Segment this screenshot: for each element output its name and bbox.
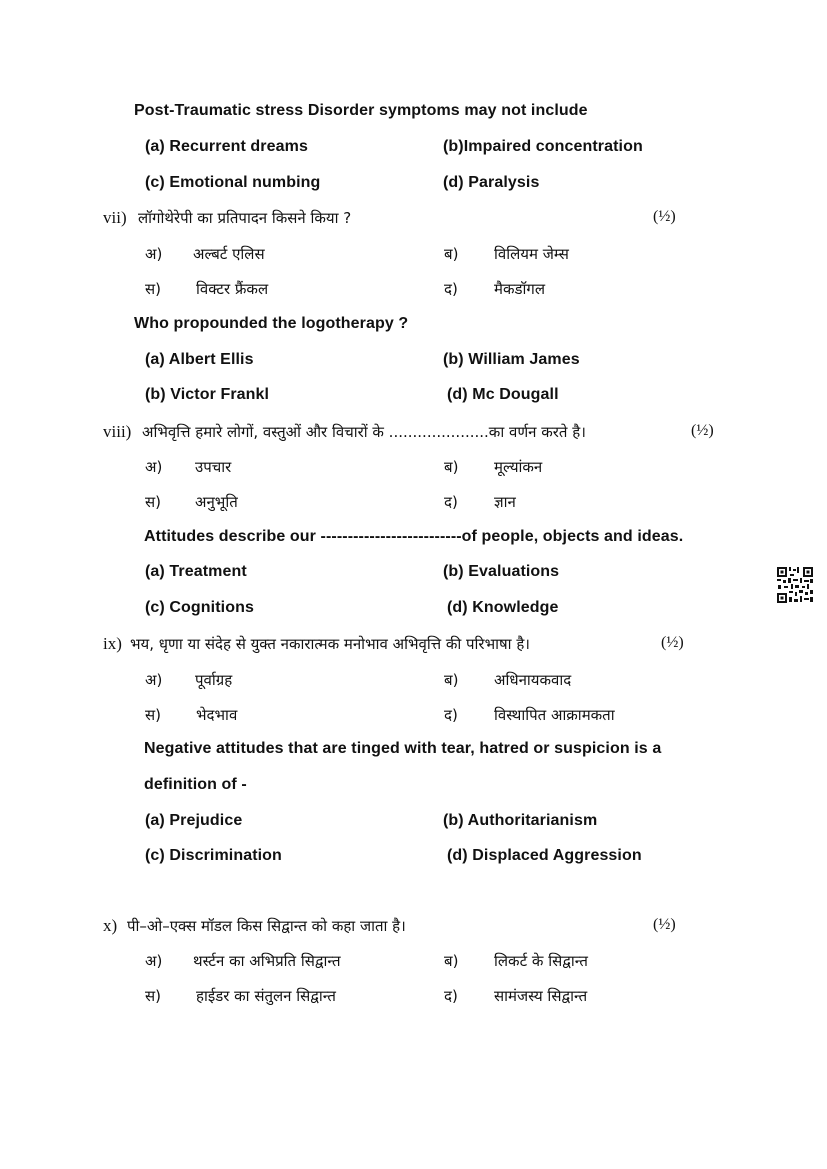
q7-hindi-label-d: द): [444, 280, 458, 298]
q10-hindi-option-c: हाईडर का संतुलन सिद्वान्त: [196, 987, 336, 1005]
q7-hindi-option-a: अल्बर्ट एलिस: [193, 245, 265, 263]
q8-english-question: Attitudes describe our --------------------------of people, objects and ideas.: [144, 528, 684, 545]
q9-hindi-label-c: स): [145, 706, 161, 724]
q7-hindi-option-b: विलियम जेम्स: [494, 245, 569, 263]
q9-number: ix): [103, 634, 122, 653]
q9-hindi-option-b: अधिनायकवाद: [494, 671, 572, 689]
q10-hindi-label-c: स): [145, 987, 161, 1005]
q9-option-b: (b) Authoritarianism: [443, 812, 598, 829]
q8-hindi-option-d: ज्ञान: [494, 493, 516, 511]
q8-hindi-option-b: मूल्यांकन: [494, 458, 543, 476]
q9-english-question-line-1: Negative attitudes that are tinged with tear, hatred or suspicion is a: [144, 740, 662, 757]
q9-hindi-label-d: द): [444, 706, 458, 724]
q10-number: x): [103, 916, 118, 935]
q9-option-a: (a) Prejudice: [145, 812, 243, 829]
q10-hindi-label-d: द): [444, 987, 458, 1005]
q7-hindi-label-c: स): [145, 280, 161, 298]
q9-hindi-label-a: अ): [145, 671, 163, 689]
q8-option-c: (c) Cognitions: [145, 599, 254, 616]
q8-option-a: (a) Treatment: [145, 563, 247, 580]
q8-hindi-label-d: द): [444, 493, 458, 511]
q7-marks: (½): [653, 208, 676, 225]
q6-option-b: (b)Impaired concentration: [443, 138, 643, 155]
q10-hindi-question: पी–ओ–एक्स मॉडल किस सिद्वान्त को कहा जाता है।: [127, 917, 406, 935]
q9-marks: (½): [661, 634, 684, 651]
q7-hindi-label-a: अ): [145, 245, 163, 263]
q9-english-question-line-2: definition of -: [144, 776, 247, 793]
q7-english-question: Who propounded the logotherapy ?: [134, 315, 409, 332]
q7-option-b: (b) William James: [443, 351, 580, 368]
q10-hindi-option-b: लिकर्ट के सिद्वान्त: [494, 952, 588, 970]
q7-option-c: (b) Victor Frankl: [145, 386, 270, 403]
q8-marks: (½): [691, 422, 714, 439]
q6-option-d: (d) Paralysis: [443, 174, 540, 191]
q10-hindi-label-a: अ): [145, 952, 163, 970]
q7-hindi-label-b: ब): [444, 245, 459, 263]
q10-hindi-option-a: थर्स्टन का अभिप्रति सिद्वान्त: [193, 952, 341, 970]
q7-option-d: (d) Mc Dougall: [447, 386, 559, 403]
q6-option-c: (c) Emotional numbing: [145, 174, 321, 191]
q10-hindi-option-d: सामंजस्य सिद्वान्त: [494, 987, 588, 1005]
q7-hindi-option-d: मैकडॉगल: [494, 280, 546, 298]
q9-option-c: (c) Discrimination: [145, 847, 282, 864]
q6-english-question: Post-Traumatic stress Disorder symptoms may not include: [134, 102, 588, 119]
q8-hindi-question: अभिवृत्ति हमारे लोगों, वस्तुओं और विचारों के .....................का वर्णन करते है।: [142, 423, 586, 441]
q8-hindi-label-b: ब): [444, 458, 459, 476]
q9-option-d: (d) Displaced Aggression: [447, 847, 642, 864]
q9-hindi-option-d: विस्थापित आक्रामकता: [494, 706, 615, 724]
q10-hindi-label-b: ब): [444, 952, 459, 970]
q9-hindi-option-a: पूर्वाग्रह: [195, 671, 233, 689]
q7-number: vii): [103, 208, 127, 227]
q7-hindi-question: लॉगोथेरेपी का प्रतिपादन किसने किया ?: [138, 209, 352, 227]
q9-hindi-option-c: भेदभाव: [196, 706, 238, 724]
q8-hindi-label-a: अ): [145, 458, 163, 476]
q8-number: viii): [103, 422, 132, 441]
q8-option-d: (d) Knowledge: [447, 599, 559, 616]
q8-hindi-option-a: उपचार: [195, 458, 232, 476]
q7-option-a: (a) Albert Ellis: [145, 351, 254, 368]
q8-option-b: (b) Evaluations: [443, 563, 560, 580]
q10-marks: (½): [653, 916, 676, 933]
q8-hindi-label-c: स): [145, 493, 161, 511]
q8-hindi-option-c: अनुभूति: [195, 493, 238, 511]
q9-hindi-label-b: ब): [444, 671, 459, 689]
q9-hindi-question: भय, धृणा या संदेह से युक्त नकारात्मक मनोभाव अभिवृत्ति की परिभाषा है।: [130, 635, 530, 653]
q7-hindi-option-c: विक्टर फ्रैंकल: [196, 280, 269, 298]
qr-code-icon: [776, 566, 814, 604]
q6-option-a: (a) Recurrent dreams: [145, 138, 308, 155]
